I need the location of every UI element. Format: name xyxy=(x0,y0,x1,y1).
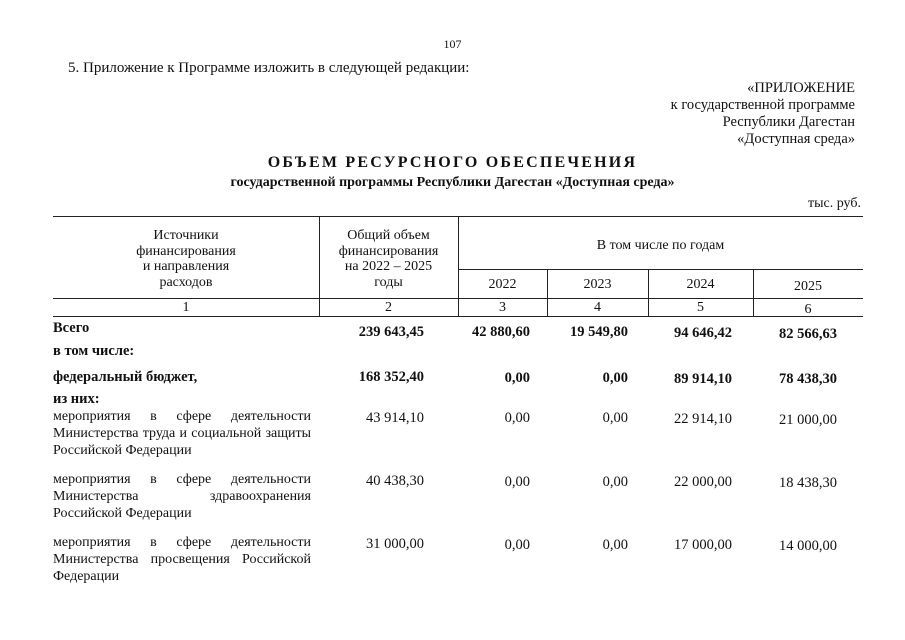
cell-value: 0,00 xyxy=(602,474,628,490)
cell-value: 19 549,80 xyxy=(570,324,628,340)
cell-value: 168 352,40 xyxy=(358,369,424,385)
column-number: 4 xyxy=(594,300,601,315)
header-year-2023: 2023 xyxy=(583,277,612,292)
intro-text: 5. Приложение к Программе изложить в следующей редакции: xyxy=(68,60,470,76)
header-year-2022: 2022 xyxy=(488,277,517,292)
header-year-2025: 2025 xyxy=(794,279,822,294)
header-line: на 2022 – 2025 xyxy=(344,259,433,274)
cell-value: 22 000,00 xyxy=(674,474,732,490)
row-label-of-which: из них: xyxy=(53,391,100,407)
cell-value: 0,00 xyxy=(504,474,530,490)
header-line: годы xyxy=(374,274,403,290)
cell-value: 21 000,00 xyxy=(779,412,837,428)
cell-value: 22 914,10 xyxy=(674,411,732,427)
appendix-line: Республики Дагестан xyxy=(722,114,855,130)
header-by-year: В том числе по годам xyxy=(596,238,725,253)
header-line: Общий объем xyxy=(347,228,430,243)
header-total xyxy=(319,228,458,290)
cell-value: 89 914,10 xyxy=(674,371,732,387)
column-number: 3 xyxy=(499,300,506,315)
cell-value: 14 000,00 xyxy=(779,538,837,554)
header-line: финансирования xyxy=(338,243,439,259)
row-label-total: Всего xyxy=(53,320,90,336)
row-label-including: в том числе: xyxy=(53,343,135,359)
column-number: 1 xyxy=(182,300,190,315)
document-title: ОБЪЕМ РЕСУРСНОГО ОБЕСПЕЧЕНИЯ xyxy=(267,154,638,171)
row-label-labor-ministry: мероприятия в сфере деятельности Министерства труда и социальной защиты Российской Федерации xyxy=(53,409,311,458)
appendix-line: «Доступная среда» xyxy=(737,131,855,147)
cell-value: 82 566,63 xyxy=(779,326,837,342)
cell-value: 0,00 xyxy=(602,410,628,426)
units-label: тыс. руб. xyxy=(808,196,861,211)
row-label-federal-budget: федеральный бюджет, xyxy=(53,369,198,385)
header-year-2024: 2024 xyxy=(686,277,715,292)
cell-value: 239 643,45 xyxy=(358,324,424,340)
header-sources xyxy=(53,228,319,290)
row-label-health-ministry: мероприятия в сфере деятельности Министерства здравоохранения Российской Федерации xyxy=(53,472,311,521)
cell-value: 17 000,00 xyxy=(674,537,732,553)
row-label-education-ministry: мероприятия в сфере деятельности Министерства просвещения Российской Федерации xyxy=(53,535,311,584)
header-line: финансирования xyxy=(136,243,236,259)
appendix-line: к государственной программе xyxy=(670,97,855,113)
cell-value: 18 438,30 xyxy=(779,475,837,491)
cell-value: 31 000,00 xyxy=(366,536,424,552)
column-number: 5 xyxy=(697,300,704,315)
page-number: 107 xyxy=(443,37,462,51)
cell-value: 0,00 xyxy=(504,410,530,426)
cell-value: 78 438,30 xyxy=(779,371,837,387)
table-rule xyxy=(458,269,863,270)
column-number: 6 xyxy=(804,302,812,317)
document-subtitle: государственной программы Республики Дагестан «Доступная среда» xyxy=(230,175,675,190)
column-number: 2 xyxy=(385,300,392,315)
cell-value: 94 646,42 xyxy=(674,325,732,341)
cell-value: 0,00 xyxy=(602,370,628,386)
header-line: Источники xyxy=(153,228,219,243)
cell-value: 42 880,60 xyxy=(472,324,530,340)
cell-value: 0,00 xyxy=(504,537,530,553)
table-rule xyxy=(53,316,863,317)
appendix-heading xyxy=(671,80,855,148)
cell-value: 0,00 xyxy=(602,537,628,553)
header-line: и направления xyxy=(142,259,230,274)
cell-value: 43 914,10 xyxy=(366,410,424,426)
header-line: расходов xyxy=(159,274,213,290)
appendix-line: «ПРИЛОЖЕНИЕ xyxy=(747,80,855,96)
cell-value: 0,00 xyxy=(504,370,530,386)
cell-value: 40 438,30 xyxy=(366,473,424,489)
